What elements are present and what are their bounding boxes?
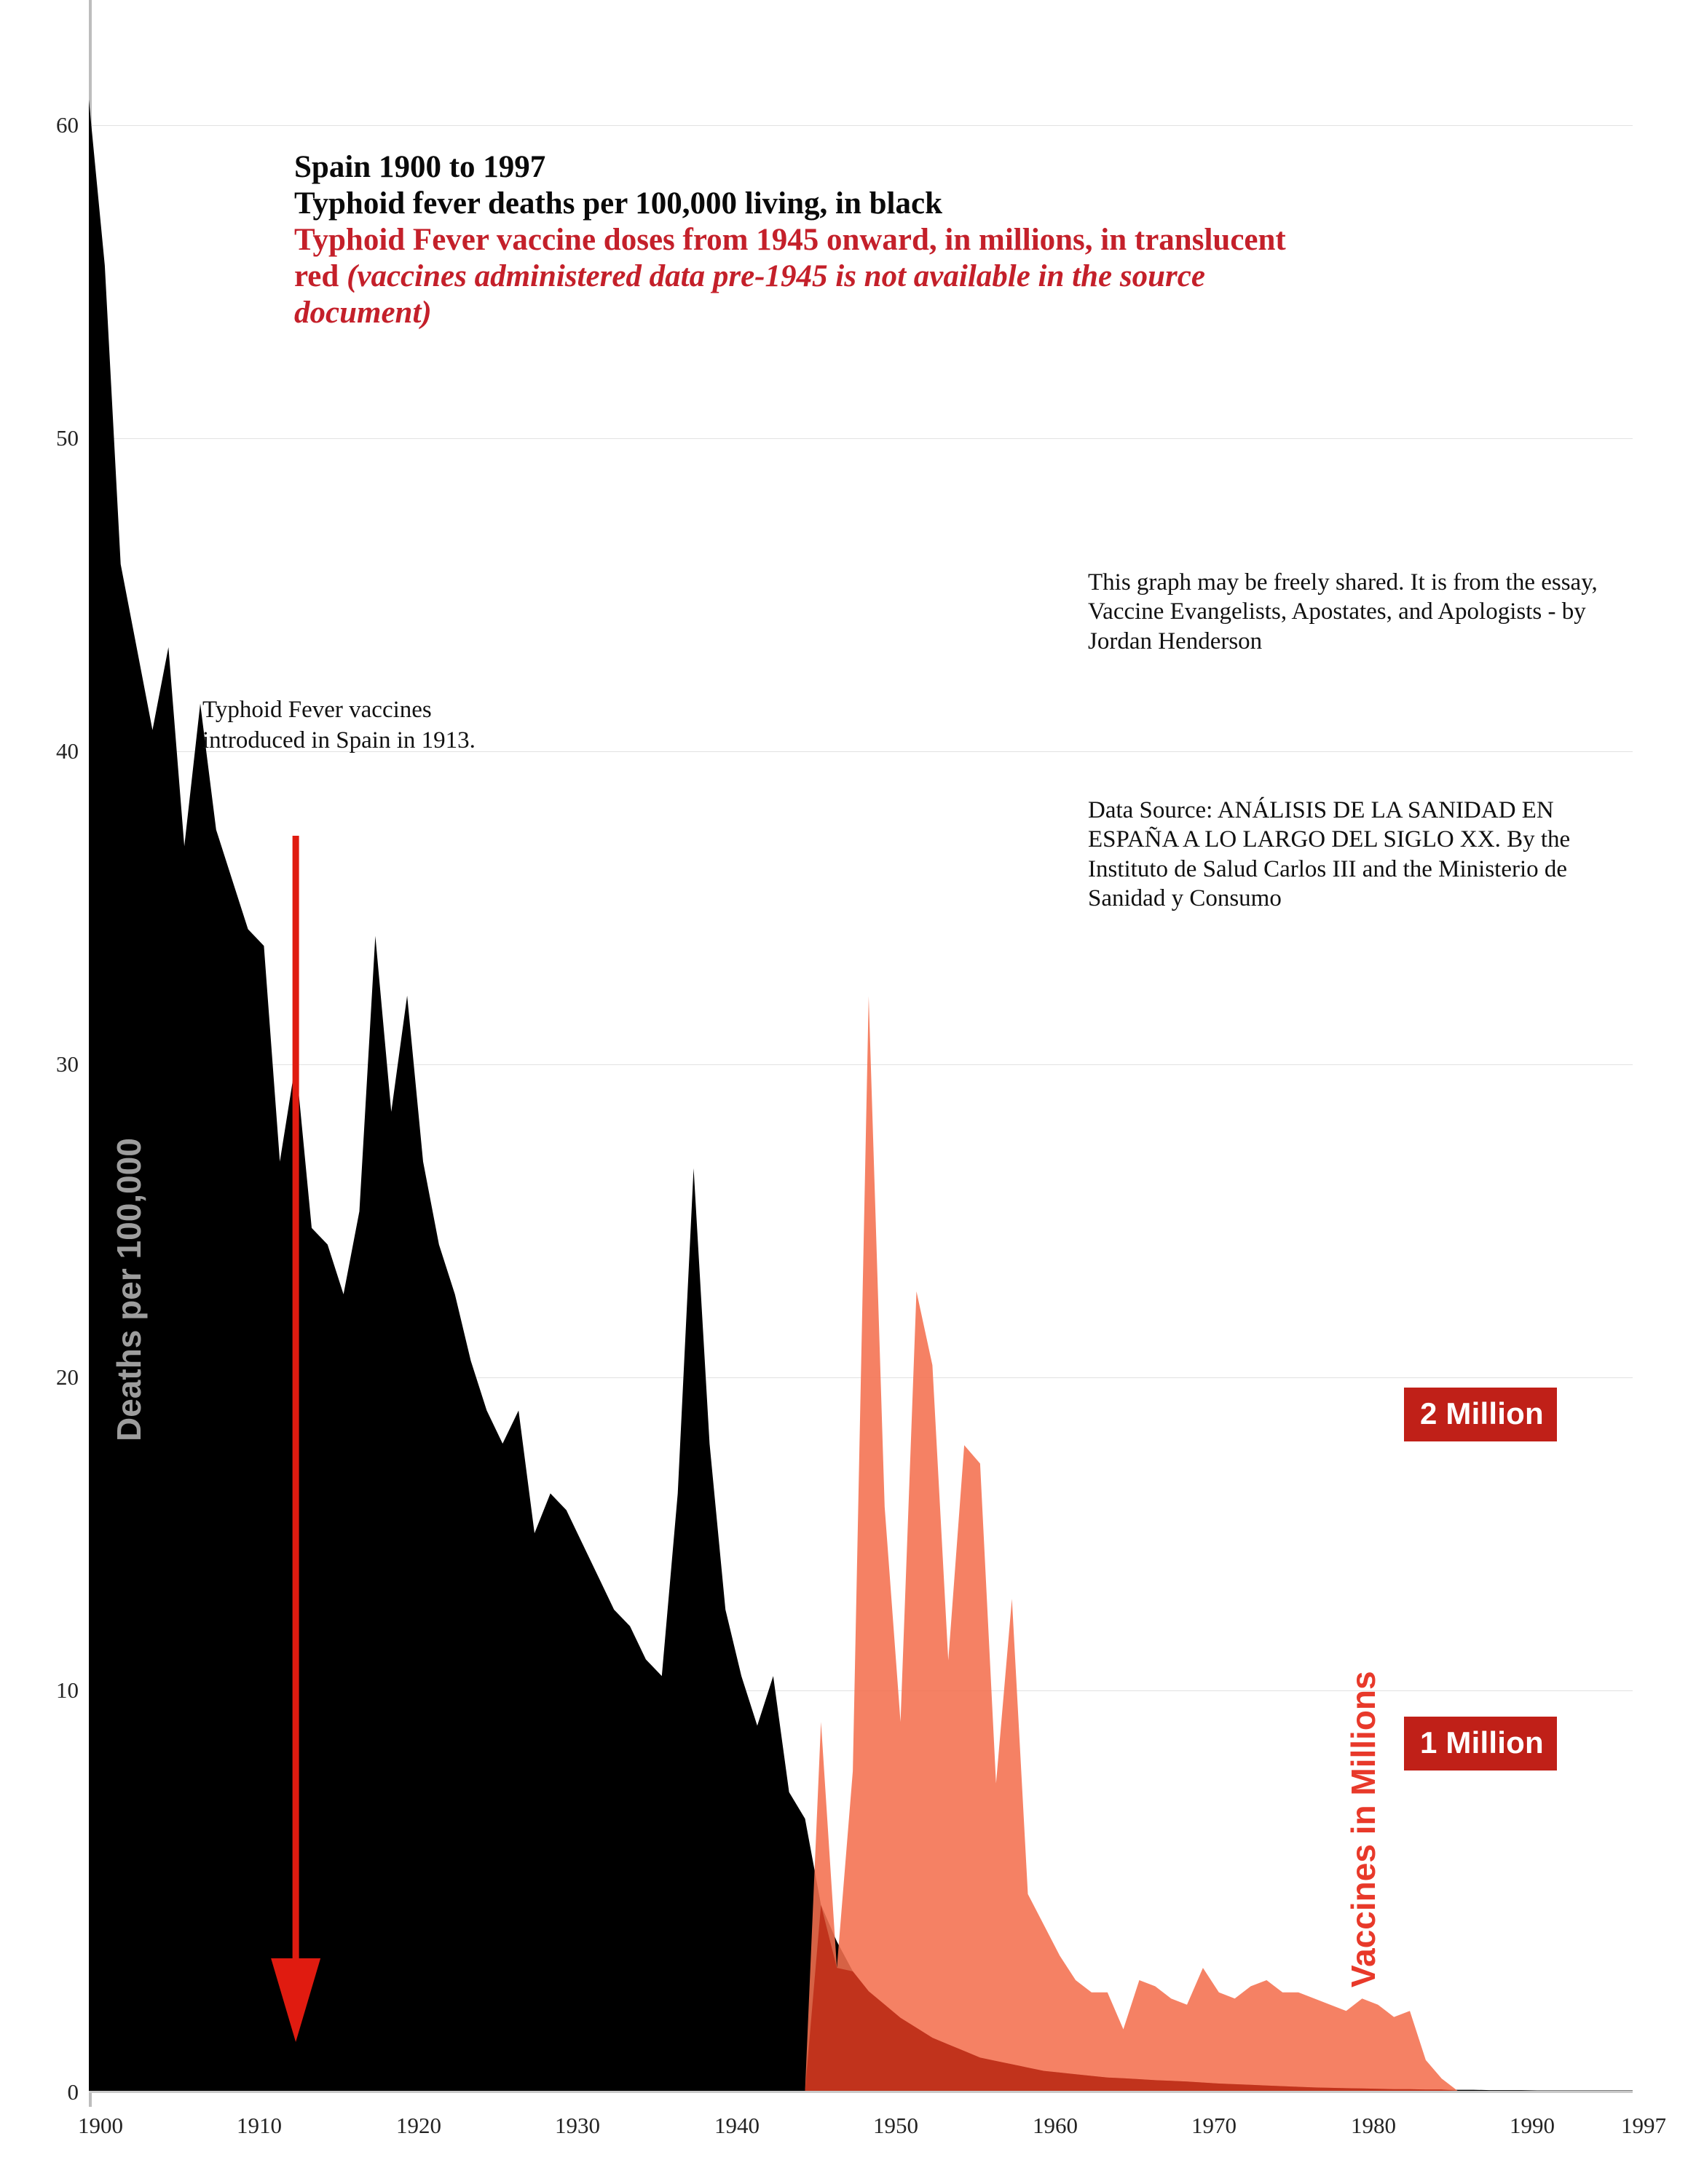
note-data-source: Data Source: ANÁLISIS DE LA SANIDAD EN ESPAÑA A LO LARGO DEL SIGLO XX. By the Instituto de Salud Carlos III and the Ministerio de Sanidad y Consumo xyxy=(1088,797,1571,911)
x-tick-1990: 1990 xyxy=(1510,2113,1555,2138)
x-tick-1920: 1920 xyxy=(396,2113,441,2138)
y-tick-40: 40 xyxy=(56,738,79,764)
y-tick-50: 50 xyxy=(56,425,79,451)
x-tick-1930: 1930 xyxy=(555,2113,600,2138)
x-tick-1980: 1980 xyxy=(1351,2113,1396,2138)
y-tick-30: 30 xyxy=(56,1051,79,1077)
x-tick-1940: 1940 xyxy=(714,2113,760,2138)
x-tick-1960: 1960 xyxy=(1033,2113,1078,2138)
annotation-vaccine-introduced: Typhoid Fever vaccines introduced in Spain in 1913. xyxy=(202,697,476,753)
badge-one-million: 1 Million xyxy=(1404,1717,1557,1770)
x-tick-1997: 1997 xyxy=(1621,2113,1666,2138)
title-line-2: Typhoid fever deaths per 100,000 living, in black xyxy=(294,186,942,221)
title-line-3-italic: (vaccines administered data pre-1945 is not available in the source document) xyxy=(294,258,1205,330)
y-tick-60: 60 xyxy=(56,112,79,138)
chart-title-block xyxy=(294,149,1314,331)
y-tick-20: 20 xyxy=(56,1364,79,1390)
x-tick-1950: 1950 xyxy=(873,2113,918,2138)
x-axis-labels xyxy=(78,2113,1666,2156)
title-line-1: Spain 1900 to 1997 xyxy=(294,150,546,184)
x-tick-1910: 1910 xyxy=(237,2113,282,2138)
badge-two-million: 2 Million xyxy=(1404,1388,1557,1441)
x-tick-1970: 1970 xyxy=(1191,2113,1237,2138)
y-axis-title-right: Vaccines in Millions xyxy=(1344,1671,1382,1987)
y-tick-0: 0 xyxy=(67,2079,79,2105)
y-tick-10: 10 xyxy=(56,1677,79,1703)
note-sharing: This graph may be freely shared. It is from the essay, Vaccine Evangelists, Apostates, and Apologists - by Jordan Henderson xyxy=(1088,569,1598,654)
title-line-3 xyxy=(294,222,1314,331)
x-tick-1900: 1900 xyxy=(78,2113,123,2138)
y-axis-title-left: Deaths per 100,000 xyxy=(110,1138,148,1441)
y-axis-labels-left xyxy=(0,0,89,2107)
title-line-3-plain: Typhoid Fever vaccine doses from 1945 onward, in millions, in translucent red xyxy=(294,222,1286,293)
